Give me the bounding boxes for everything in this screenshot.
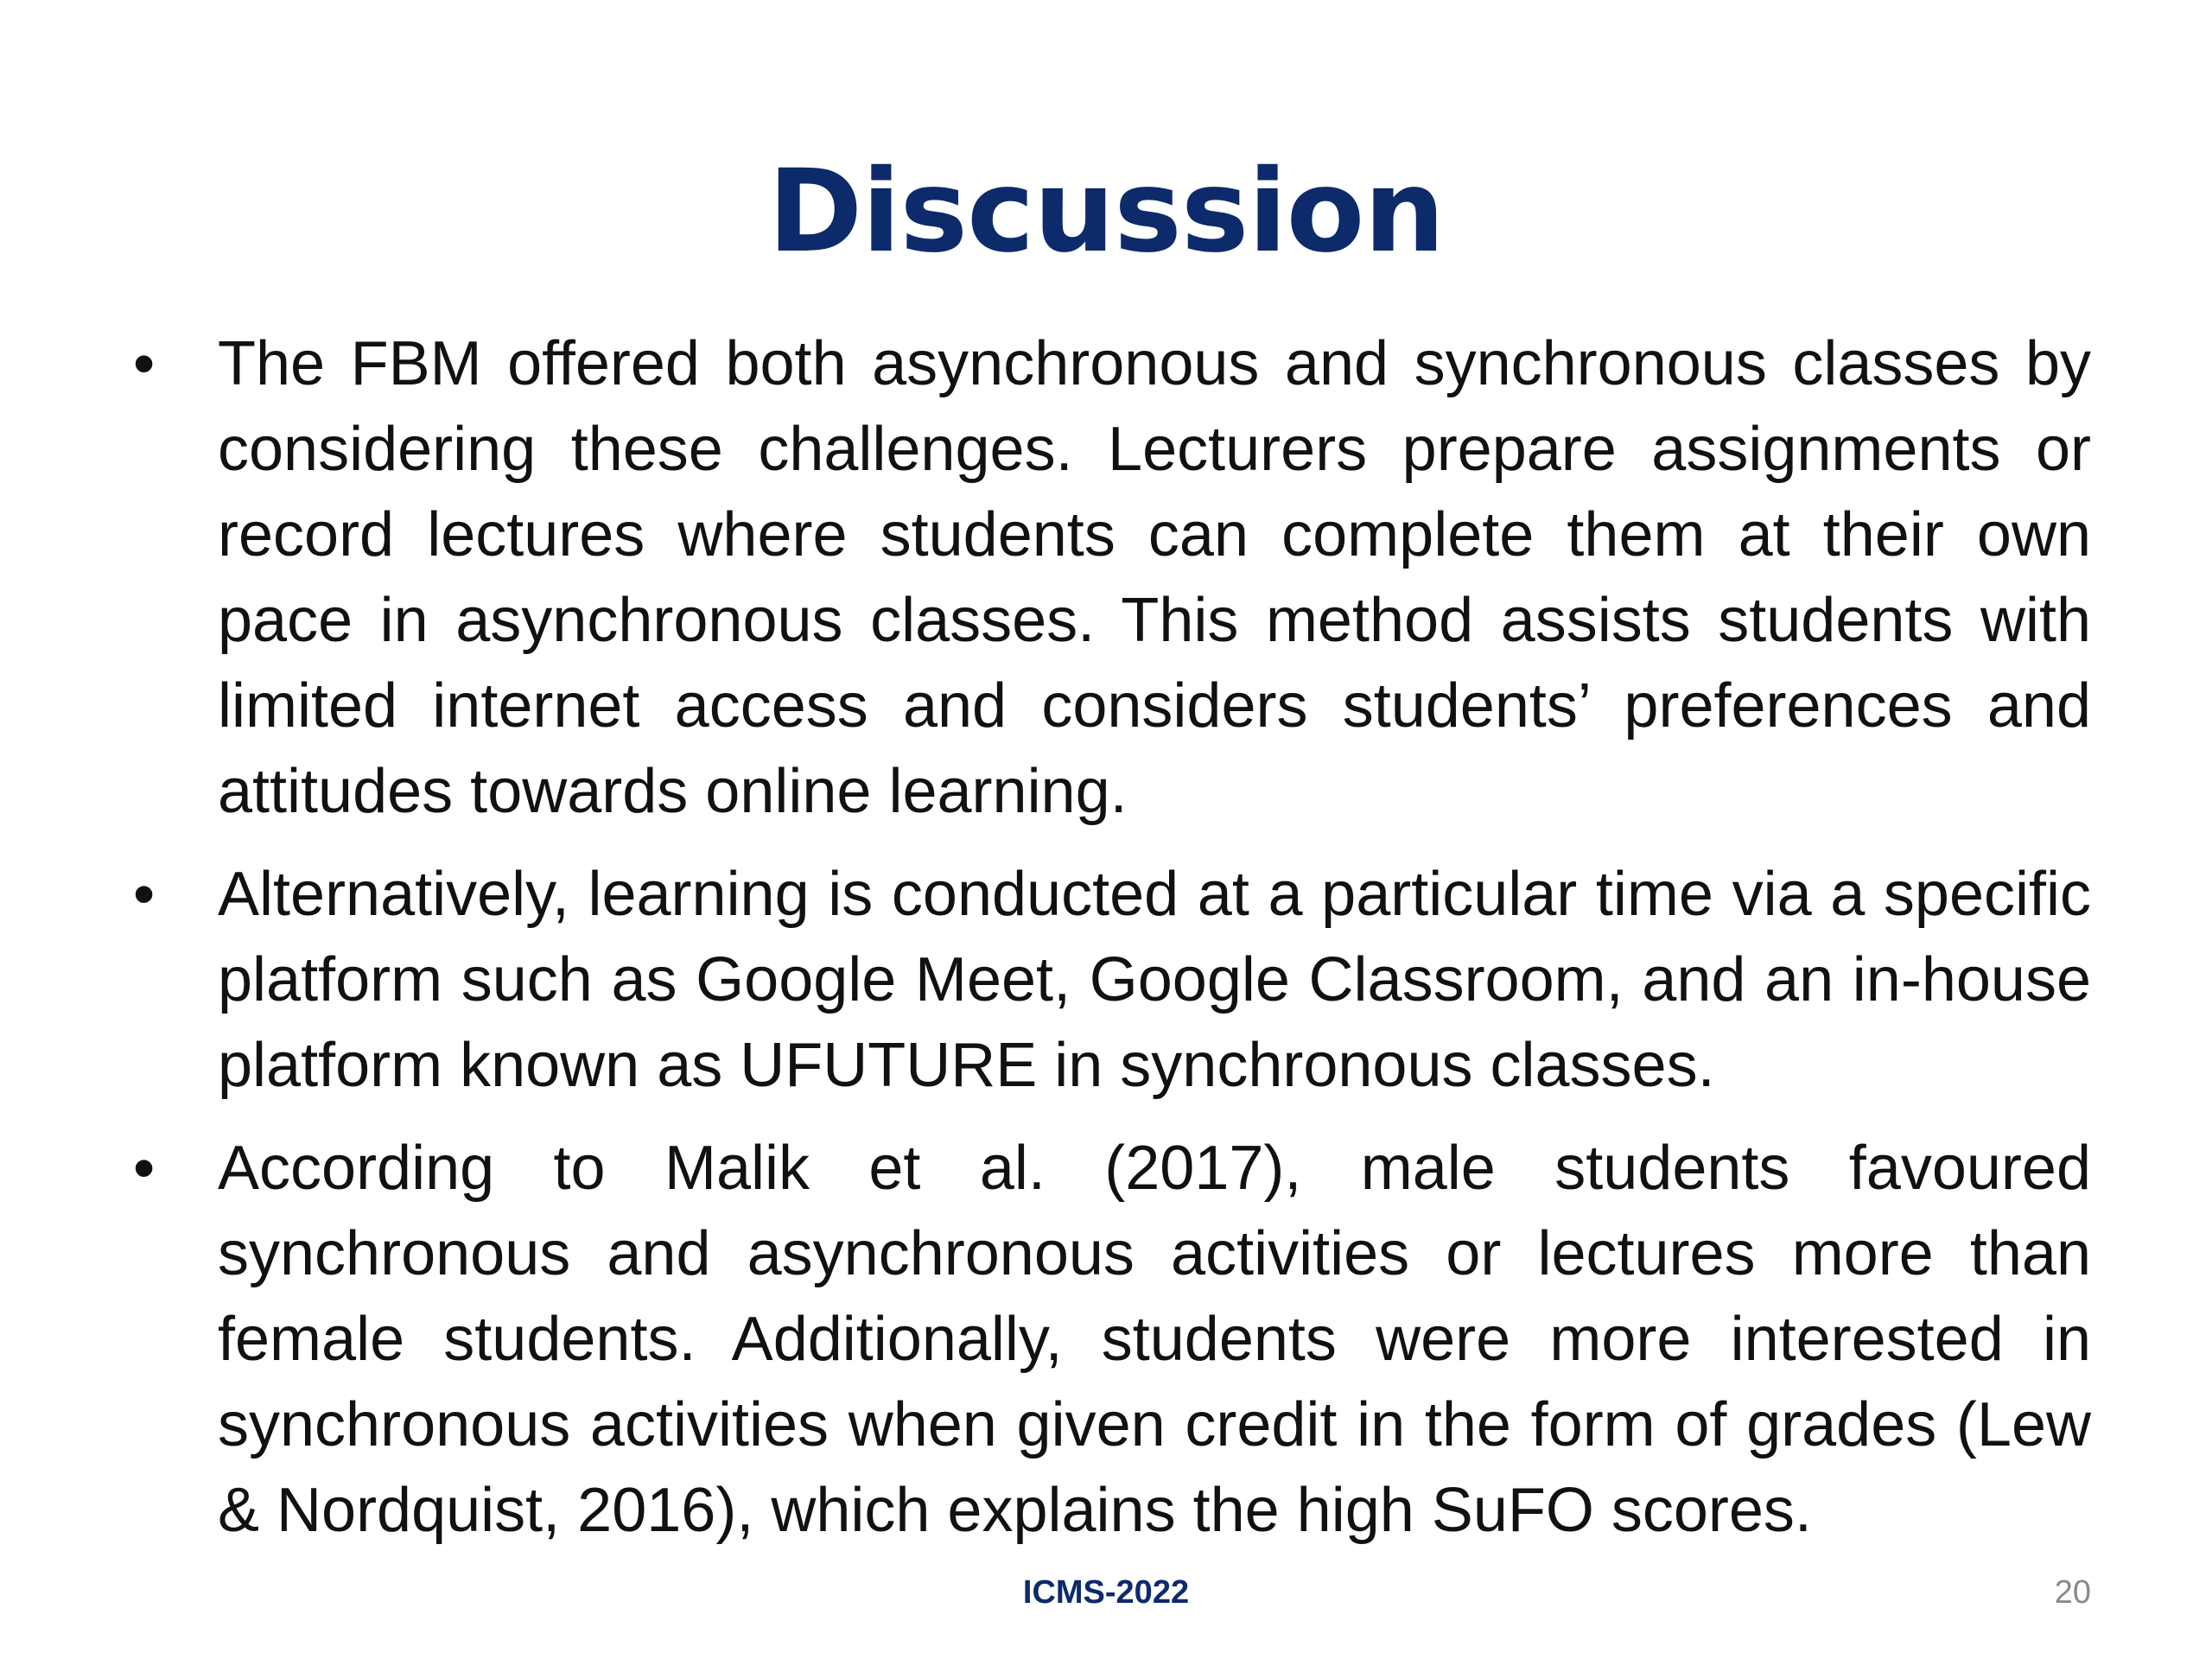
- bullet-item: [130, 852, 2091, 1109]
- bullet-list: [130, 321, 2091, 1571]
- bullet-marker: •: [133, 860, 156, 929]
- bullet-text: The FBM offered both asynchronous and synchronous classes by considering these challenges. Lecturers prepare assignments or record lectures where students can complete them at their own pace in asynchronous classes. This method assists students with limited internet access and considers students’ preferences and attitudes towards online learning.: [218, 329, 2091, 826]
- bullet-item: [130, 321, 2091, 835]
- footer-conference-label: ICMS-2022: [1022, 1574, 1190, 1611]
- slide-title: Discussion: [767, 145, 1445, 278]
- bullet-text: According to Malik et al. (2017), male students favoured synchronous and asynchronous activities or lectures more than female students. Additionally, students were more interested in synchronous activities when given credit in the form of grades (Lew & Nordquist, 2016), which explains the high SuFO scores.: [218, 1134, 2091, 1545]
- bullet-text: Alternatively, learning is conducted at a particular time via a specific platform such as Google Meet, Google Classroom, and an in-house platform known as UFUTURE in synchronous classes.: [218, 860, 2091, 1100]
- bullet-marker: •: [133, 329, 156, 398]
- bullet-marker: •: [133, 1134, 156, 1203]
- page-number: 20: [2054, 1574, 2091, 1611]
- bullet-item: [130, 1126, 2091, 1554]
